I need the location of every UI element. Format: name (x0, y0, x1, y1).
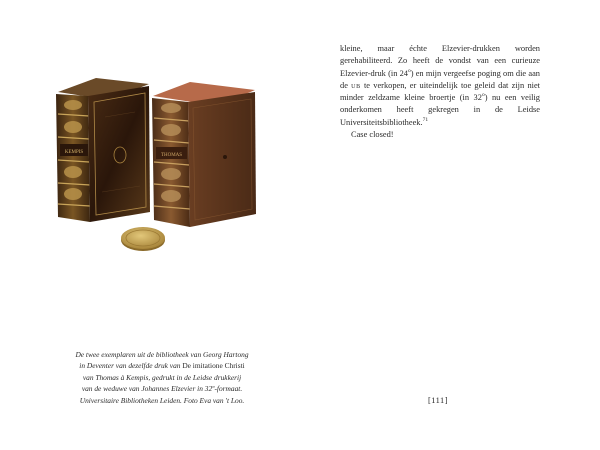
two-books-illustration (50, 62, 275, 267)
body-text (340, 43, 540, 141)
page-number: [111] (428, 396, 449, 405)
book-photo (50, 62, 275, 267)
caption-line-5: Universitaire Bibliotheken Leiden. Foto Eva van 't Loo. (79, 395, 245, 405)
ub-abbreviation: ub (351, 80, 361, 90)
caption-line-2-start: in Deventer van dezelfde druk van (79, 361, 183, 371)
caption-line-1: De twee exemplaren uit de bibliotheek van Georg Hartong (75, 350, 249, 359)
caption-line-2 (40, 360, 284, 371)
caption-line-4: van de weduwe van Johannes Elzevier in 32º-formaat. (81, 384, 243, 394)
caption-line-3: van Thomas à Kempis, gedrukt in de Leidse drukkerij (82, 372, 242, 382)
svg-text:THOMAS: THOMAS (160, 153, 183, 158)
paragraph-1-part-b: ) en mijn vergeefse poging om die aan de (340, 68, 540, 90)
paragraph-1-part-c: te verkopen, er uiteindelijk toe geleid dat zijn niet minder zeldzame kleine broertje (in 32 (340, 80, 541, 103)
paragraph-1 (340, 43, 540, 129)
format-superscript-1: o (407, 67, 411, 74)
paragraph-1-part-d: ) nu een veilig onderkomen heeft gekregen in de Leidse Universiteitsbibliotheek. (340, 93, 540, 127)
caption-work-title: De imitatione Christi (182, 361, 245, 371)
paragraph-2: Case closed! (351, 130, 394, 140)
paragraph-1-part-a: kleine, maar échte Elzevier-drukken worden gerehabiliteerd. Zo heeft de vondst van een curieuze Elzevier-druk (in 24 (340, 44, 540, 78)
format-superscript-2: o (481, 92, 485, 99)
footnote-ref[interactable]: 71 (422, 116, 429, 123)
svg-text:KEMPIS: KEMPIS (64, 150, 84, 155)
figure-caption (40, 349, 284, 406)
